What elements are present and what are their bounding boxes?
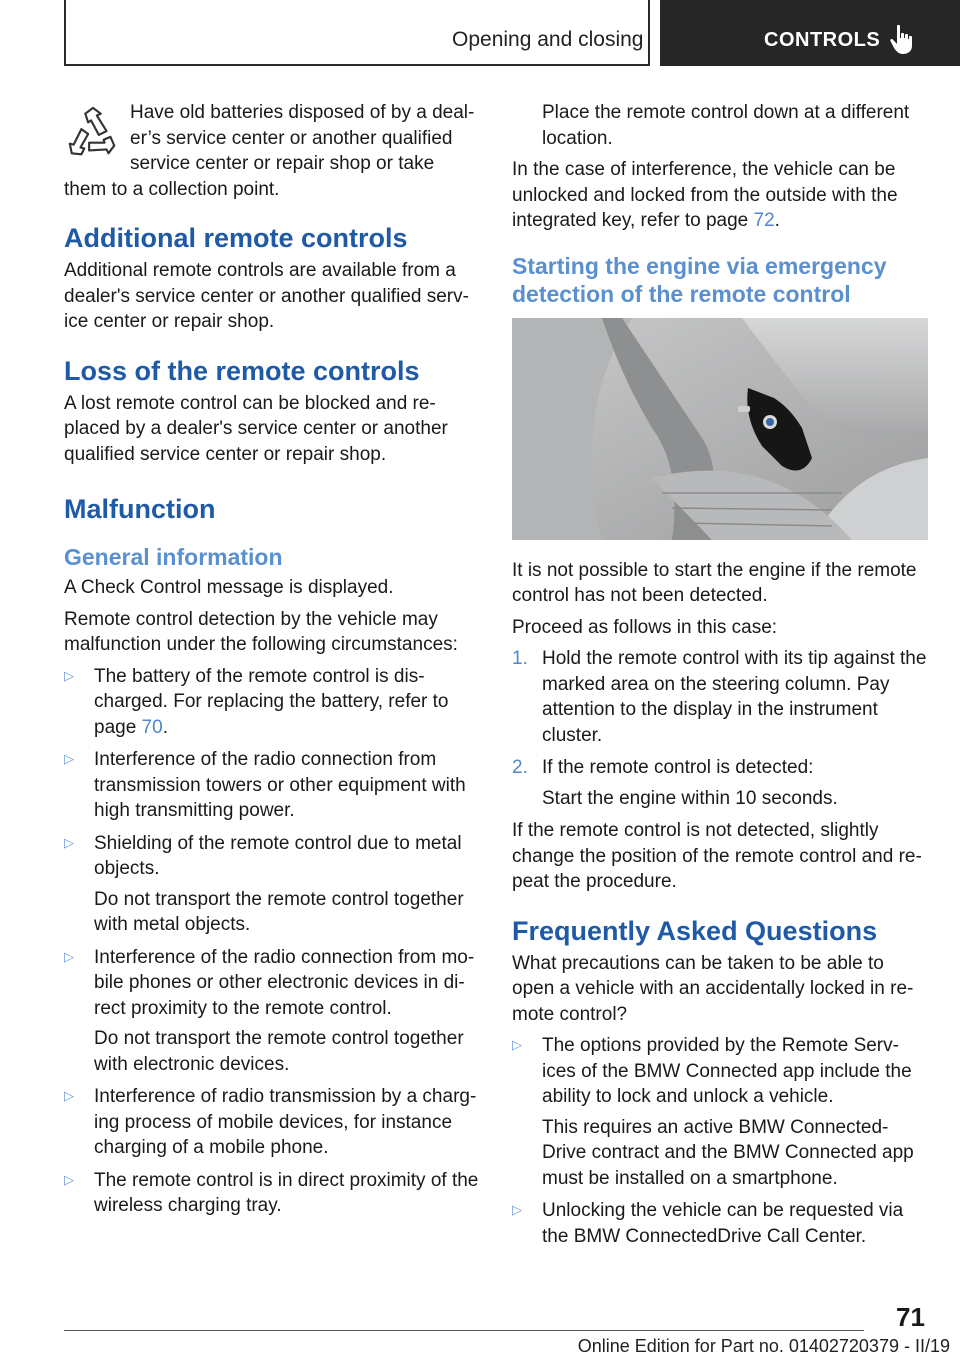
paragraph-loss: A lost remote control can be blocked and re-placed by a dealer's service center or another qualified service center or repair shop.	[64, 392, 448, 465]
paragraph-not-detected: If the remote control is not detected, slightly change the position of the remote control and re-peat the procedure.	[512, 820, 922, 892]
list-item: ▷ The battery of the remote control is dis-charged. For replacing the battery, refer to page 70.	[64, 664, 480, 741]
footer-edition: Online Edition for Part no. 01402720379 - II/19	[577, 1336, 950, 1356]
recycle-icon	[64, 104, 122, 162]
list-item: ▷ The options provided by the Remote Serv-ices of the BMW Connected app include the ability to lock and unlock a vehicle. This requires an active BMW Connected-Drive contract and the BMW Connected app must be installed on a smartphone.	[512, 1033, 928, 1191]
list-item-note: This requires an active BMW Connected-Drive contract and the BMW Connected app must be installed on a smartphone.	[542, 1116, 914, 1189]
step-note: Start the engine within 10 seconds.	[542, 787, 838, 809]
step-item: 2. If the remote control is detected: Start the engine within 10 seconds.	[512, 755, 928, 811]
faq-list	[512, 1033, 928, 1249]
heading-additional-remote-controls: Additional remote controls	[64, 223, 408, 253]
left-column	[64, 100, 480, 1226]
paragraph-place-down: Place the remote control down at a different location.	[542, 102, 910, 149]
pointing-hand-icon	[888, 22, 922, 56]
page-link[interactable]: 72	[753, 210, 775, 231]
list-item-note: Do not transport the remote control together with metal objects.	[94, 888, 464, 935]
list-item: ▷ Shielding of the remote control due to metal objects. Do not transport the remote control together with metal objects.	[64, 831, 480, 938]
header-chapter-title: CONTROLS	[764, 29, 881, 51]
header-section-title: Opening and closing	[452, 28, 644, 51]
paragraph-check-control: A Check Control message is displayed.	[64, 577, 394, 598]
heading-loss-remote-controls: Loss of the remote controls	[64, 355, 420, 386]
list-item: ▷ Unlocking the vehicle can be requested via the BMW ConnectedDrive Call Center.	[512, 1198, 928, 1249]
steering-column-photo	[512, 318, 928, 540]
paragraph-not-possible: It is not possible to start the engine if the remote control has not been detected.	[512, 559, 917, 606]
paragraph-interference: In the case of interference, the vehicle can be unlocked and locked from the outside with the integrated key, refer to page 72.	[512, 159, 898, 231]
footer-divider	[64, 1330, 864, 1331]
paragraph-question: What precautions can be taken to be able to open a vehicle with an accidentally locked in re-mote control?	[512, 952, 914, 1025]
paragraph-proceed: Proceed as follows in this case:	[512, 616, 778, 638]
recycling-note	[64, 100, 480, 202]
recycle-text: Have old batteries disposed of by a deal-er’s service center or another qualified service center or repair shop or take them to a collection point.	[64, 102, 475, 200]
malfunction-list	[64, 664, 480, 1219]
paragraph-additional: Additional remote controls are available from a dealer's service center or another qualified serv-ice center or repair shop.	[64, 260, 469, 332]
step-number: 2.	[512, 757, 528, 778]
list-item-note: Do not transport the remote control together with electronic devices.	[94, 1028, 464, 1075]
list-item: ▷ Interference of the radio connection from transmission towers or other equipment with high transmitting power.	[64, 747, 480, 824]
paragraph-detection: Remote control detection by the vehicle may malfunction under the following circumstances:	[64, 608, 458, 655]
heading-starting-engine: Starting the engine via emergency detection of the remote control	[512, 252, 887, 307]
page-link[interactable]: 70	[141, 716, 163, 738]
right-column	[512, 100, 928, 1256]
heading-malfunction: Malfunction	[64, 494, 216, 524]
list-item: ▷ Interference of radio transmission by a charg-ing process of mobile devices, for instance charging of a mobile phone.	[64, 1084, 480, 1161]
procedure-steps	[512, 646, 928, 811]
step-number: 1.	[512, 648, 528, 669]
heading-general-information: General information	[64, 544, 283, 570]
list-item: ▷ Interference of the radio connection from mo-bile phones or other electronic devices in di-rect proximity to the remote control. Do not transport the remote control together with electronic devices.	[64, 945, 480, 1078]
step-item: 1. Hold the remote control with its tip against the marked area on the steering column. Pay attention to the display in the instrument cluster.	[512, 648, 927, 746]
heading-faq: Frequently Asked Questions	[512, 915, 878, 946]
page-number: 71	[896, 1302, 925, 1332]
list-item: ▷ The remote control is in direct proximity of the wireless charging tray.	[64, 1168, 480, 1219]
